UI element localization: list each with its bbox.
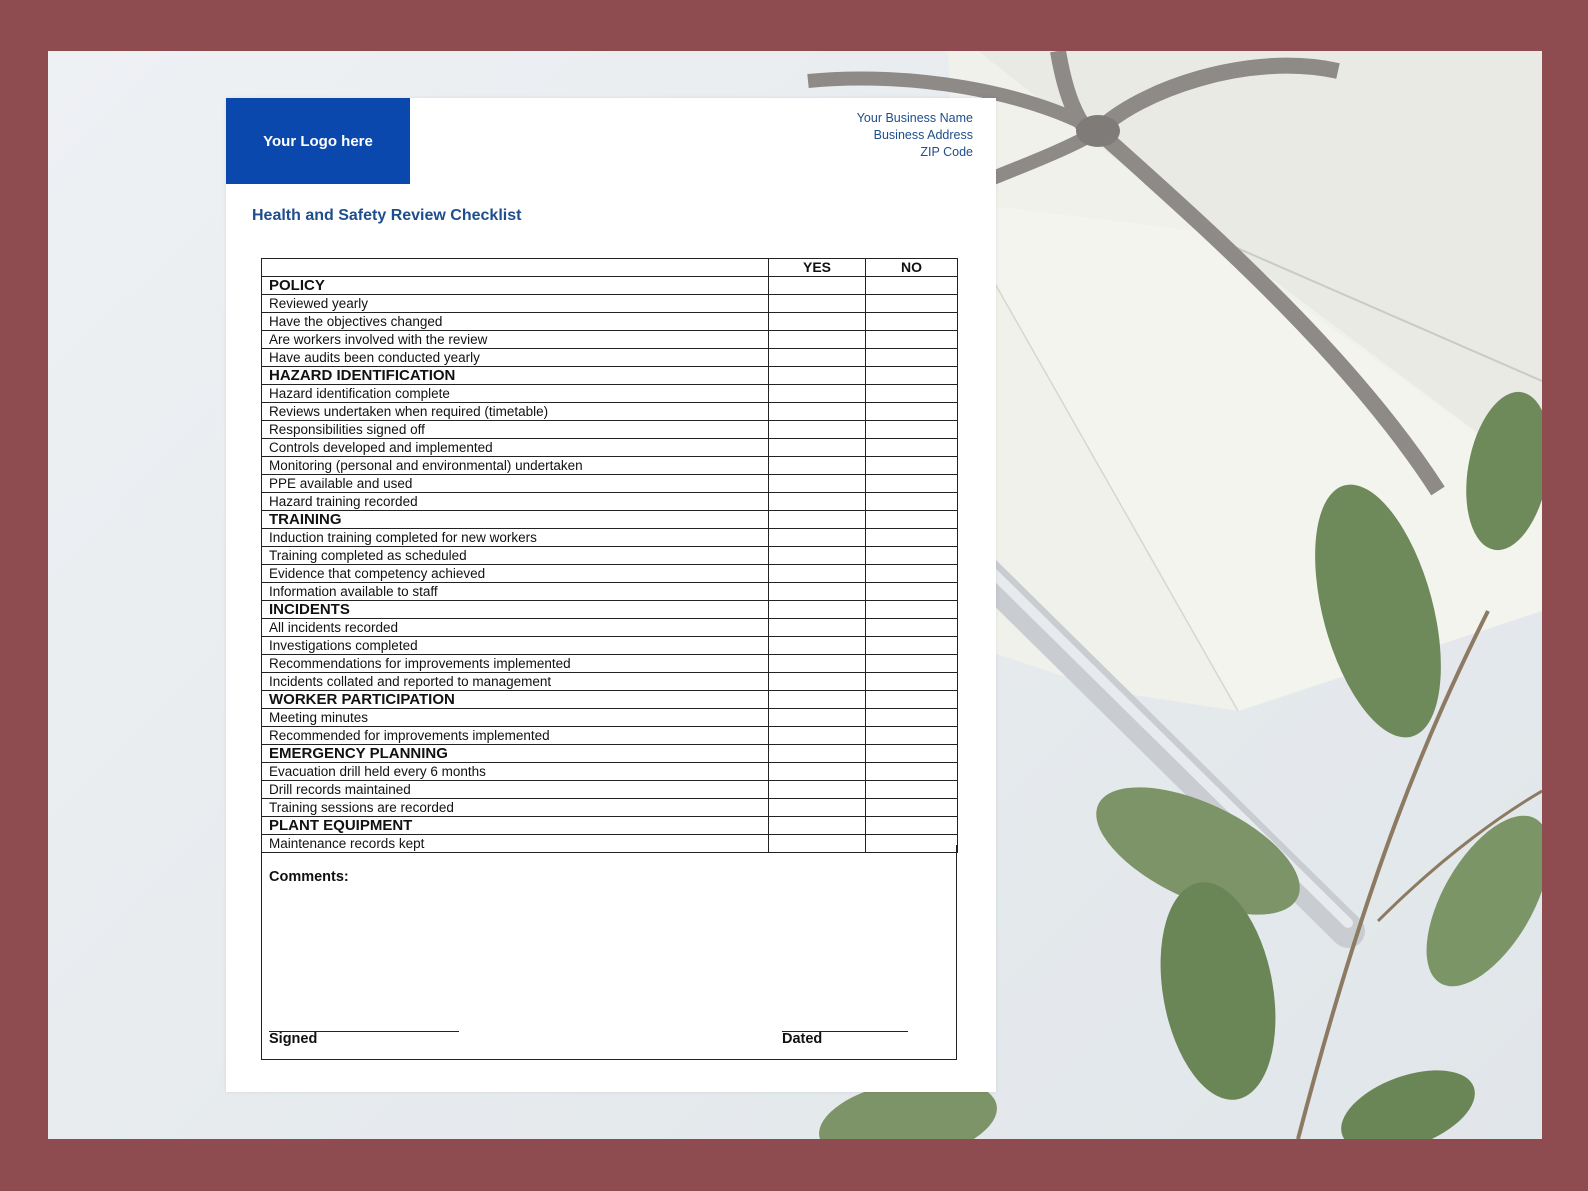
no-cell[interactable] [866, 277, 958, 295]
yes-cell[interactable] [769, 367, 866, 385]
section-title: TRAINING [262, 511, 769, 529]
yes-cell[interactable] [769, 403, 866, 421]
checklist-row [262, 655, 958, 673]
checklist-sheet [226, 98, 996, 1092]
business-address: Business Address [873, 128, 973, 142]
checklist-row [262, 313, 958, 331]
yes-cell[interactable] [769, 637, 866, 655]
business-name: Your Business Name [856, 111, 973, 125]
no-cell[interactable] [866, 637, 958, 655]
checklist-row [262, 799, 958, 817]
yes-cell[interactable] [769, 565, 866, 583]
yes-cell[interactable] [769, 277, 866, 295]
checklist-row [262, 475, 958, 493]
section-header-row [262, 601, 958, 619]
checklist-item-label: All incidents recorded [262, 619, 769, 637]
checklist-item-label: Recommendations for improvements implemented [262, 655, 769, 673]
yes-cell[interactable] [769, 673, 866, 691]
no-cell[interactable] [866, 313, 958, 331]
checklist-item-label: Have audits been conducted yearly [262, 349, 769, 367]
no-cell[interactable] [866, 547, 958, 565]
no-cell[interactable] [866, 403, 958, 421]
checklist-item-label: PPE available and used [262, 475, 769, 493]
yes-cell[interactable] [769, 727, 866, 745]
section-header-row [262, 277, 958, 295]
no-cell[interactable] [866, 493, 958, 511]
no-cell[interactable] [866, 295, 958, 313]
no-cell[interactable] [866, 583, 958, 601]
checklist-item-label: Hazard training recorded [262, 493, 769, 511]
item-column-header [262, 259, 769, 277]
no-cell[interactable] [866, 385, 958, 403]
yes-cell[interactable] [769, 475, 866, 493]
section-header-row [262, 745, 958, 763]
section-title: INCIDENTS [262, 601, 769, 619]
checklist-row [262, 709, 958, 727]
checklist-row [262, 583, 958, 601]
yes-cell[interactable] [769, 655, 866, 673]
yes-cell[interactable] [769, 763, 866, 781]
checklist-item-label: Controls developed and implemented [262, 439, 769, 457]
checklist-row [262, 439, 958, 457]
yes-cell[interactable] [769, 457, 866, 475]
section-header-row [262, 817, 958, 835]
checklist-row [262, 349, 958, 367]
no-cell[interactable] [866, 565, 958, 583]
no-cell[interactable] [866, 691, 958, 709]
checklist-item-label: Meeting minutes [262, 709, 769, 727]
dated-label: Dated [782, 1031, 823, 1047]
yes-cell[interactable] [769, 385, 866, 403]
no-cell[interactable] [866, 457, 958, 475]
yes-cell[interactable] [769, 745, 866, 763]
yes-cell[interactable] [769, 421, 866, 439]
yes-cell[interactable] [769, 547, 866, 565]
yes-cell[interactable] [769, 817, 866, 835]
no-column-header: NO [866, 259, 958, 277]
section-header-row [262, 367, 958, 385]
section-title: WORKER PARTICIPATION [262, 691, 769, 709]
checklist-item-label: Information available to staff [262, 583, 769, 601]
checklist-row [262, 673, 958, 691]
checklist-item-label: Monitoring (personal and environmental) undertaken [262, 457, 769, 475]
no-cell[interactable] [866, 709, 958, 727]
no-cell[interactable] [866, 817, 958, 835]
checklist-item-label: Incidents collated and reported to management [262, 673, 769, 691]
yes-cell[interactable] [769, 601, 866, 619]
checklist-row [262, 385, 958, 403]
checklist-row [262, 493, 958, 511]
checklist-item-label: Reviewed yearly [262, 295, 769, 313]
yes-cell[interactable] [769, 331, 866, 349]
checklist-row [262, 619, 958, 637]
checklist-row [262, 295, 958, 313]
checklist-item-label: Responsibilities signed off [262, 421, 769, 439]
no-cell[interactable] [866, 619, 958, 637]
checklist-row [262, 529, 958, 547]
checklist-item-label: Training sessions are recorded [262, 799, 769, 817]
checklist-row [262, 457, 958, 475]
checklist-item-label: Hazard identification complete [262, 385, 769, 403]
section-title: EMERGENCY PLANNING [262, 745, 769, 763]
yes-cell[interactable] [769, 619, 866, 637]
checklist-row [262, 547, 958, 565]
yes-cell[interactable] [769, 529, 866, 547]
no-cell[interactable] [866, 601, 958, 619]
checklist-row [262, 403, 958, 421]
checklist-item-label: Training completed as scheduled [262, 547, 769, 565]
no-cell[interactable] [866, 673, 958, 691]
no-cell[interactable] [866, 745, 958, 763]
signed-label: Signed [269, 1031, 318, 1047]
checklist-rows [262, 277, 958, 853]
business-info [857, 110, 973, 161]
yes-cell[interactable] [769, 691, 866, 709]
zip-code: ZIP Code [920, 145, 973, 159]
checklist-item-label: Have the objectives changed [262, 313, 769, 331]
checklist-item-label: Evidence that competency achieved [262, 565, 769, 583]
no-cell[interactable] [866, 421, 958, 439]
checklist-item-label: Drill records maintained [262, 781, 769, 799]
yes-cell[interactable] [769, 313, 866, 331]
checklist-item-label: Reviews undertaken when required (timetable) [262, 403, 769, 421]
yes-cell[interactable] [769, 349, 866, 367]
table-header-row [262, 259, 958, 277]
logo-placeholder: Your Logo here [226, 98, 410, 184]
no-cell[interactable] [866, 367, 958, 385]
section-title: HAZARD IDENTIFICATION [262, 367, 769, 385]
checklist-row [262, 565, 958, 583]
checklist-row [262, 637, 958, 655]
no-cell[interactable] [866, 331, 958, 349]
no-cell[interactable] [866, 727, 958, 745]
checklist-item-label: Induction training completed for new workers [262, 529, 769, 547]
no-cell[interactable] [866, 511, 958, 529]
yes-cell[interactable] [769, 709, 866, 727]
yes-cell[interactable] [769, 493, 866, 511]
yes-cell[interactable] [769, 511, 866, 529]
yes-cell[interactable] [769, 799, 866, 817]
checklist-row [262, 781, 958, 799]
no-cell[interactable] [866, 475, 958, 493]
comments-area[interactable] [261, 845, 957, 1060]
no-cell[interactable] [866, 781, 958, 799]
no-cell[interactable] [866, 439, 958, 457]
no-cell[interactable] [866, 763, 958, 781]
yes-cell[interactable] [769, 781, 866, 799]
no-cell[interactable] [866, 655, 958, 673]
no-cell[interactable] [866, 799, 958, 817]
checklist-table [261, 258, 958, 853]
section-title: POLICY [262, 277, 769, 295]
no-cell[interactable] [866, 349, 958, 367]
checklist-row [262, 331, 958, 349]
checklist-item-label: Evacuation drill held every 6 months [262, 763, 769, 781]
checklist-row [262, 727, 958, 745]
comments-label: Comments: [269, 869, 349, 885]
no-cell[interactable] [866, 529, 958, 547]
document-title: Health and Safety Review Checklist [252, 207, 522, 224]
yes-cell[interactable] [769, 583, 866, 601]
checklist-item-label: Investigations completed [262, 637, 769, 655]
yes-cell[interactable] [769, 439, 866, 457]
checklist-row [262, 421, 958, 439]
checklist-item-label: Maintenance records kept [262, 835, 769, 853]
checklist-row [262, 763, 958, 781]
yes-column-header: YES [769, 259, 866, 277]
checklist-item-label: Recommended for improvements implemented [262, 727, 769, 745]
checklist-item-label: Are workers involved with the review [262, 331, 769, 349]
section-header-row [262, 511, 958, 529]
section-header-row [262, 691, 958, 709]
section-title: PLANT EQUIPMENT [262, 817, 769, 835]
yes-cell[interactable] [769, 295, 866, 313]
